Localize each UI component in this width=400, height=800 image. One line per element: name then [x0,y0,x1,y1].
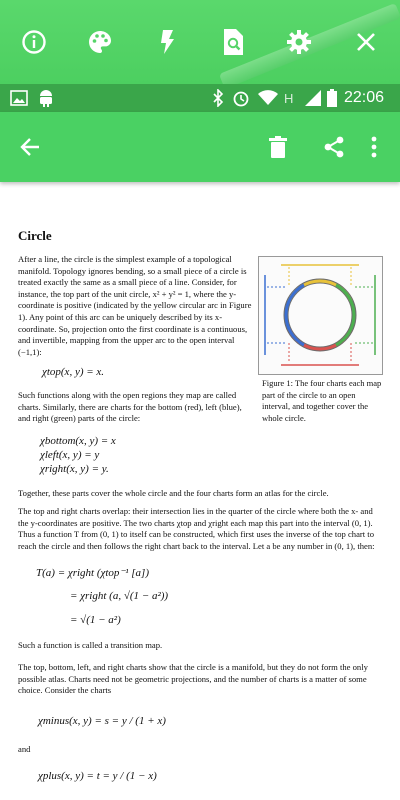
word-and: and [18,744,31,754]
battery-icon [327,88,337,108]
equation-transition-2: = χright (a, √(1 − a²)) [70,590,169,602]
overlay-toolbar [0,0,400,85]
delete-icon[interactable] [262,131,294,163]
equation-transition-1: T(a) = χright (χtop⁻¹ [a]) [36,567,149,579]
info-icon[interactable] [18,26,50,58]
more-vert-icon[interactable] [358,131,390,163]
app-bar [0,112,400,182]
bluetooth-icon [212,88,224,108]
android-notification-icon [38,88,54,108]
paragraph-overlap: The top and right charts overlap: their intersection lies in the quarter of the circle where both the x- and the y-coordinates are positive. The two charts χtop and χright each map this part into the interval (0, 1). Thus a function T from (0, 1) to itself can be constructed, which first uses the inverse of the top chart to reach the circle and then follows the right chart back to the interval. Let a be any number in (0, 1), then: [18,506,375,551]
equation-right-chart: χright(x, y) = y. [40,463,109,475]
share-icon[interactable] [318,131,350,163]
wifi-icon [258,88,278,108]
equation-bottom-chart: χbottom(x, y) = x [40,435,116,447]
paragraph-transition-map: Such a function is called a transition map. [18,640,163,650]
paragraph-atlas: Together, these parts cover the whole circle and the four charts form an atlas for the circle. [18,488,329,498]
page-title: Circle [18,228,52,243]
paragraph-intro: After a line, the circle is the simplest example of a topological manifold. Topology ignores bending, so a small piece of a circle is treated exactly the same as a small piece of a line. Consider, for instance, the top part of the unit circle, x² + y² = 1, where the y-coordinate is positive (indicated by the yellow circular arc in Figure 1). Any point of this arc can be uniquely described by its x-coordinate. So, projection onto the first coordinate is a continuous, and invertible, mapping from the upper arc to the open interval (−1,1): [18,254,252,357]
equation-left-chart: χleft(x, y) = y [40,449,100,461]
alarm-icon [232,88,250,108]
status-bar [0,84,400,112]
figure-circle-charts [258,256,383,375]
document-page[interactable] [0,188,400,800]
settings-icon[interactable] [283,26,315,58]
equation-minus-chart: χminus(x, y) = s = y / (1 + x) [38,715,166,727]
flash-icon[interactable] [151,26,183,58]
equation-transition-3: = √(1 − a²) [70,614,121,626]
search-doc-icon[interactable] [217,26,249,58]
equation-plus-chart: χplus(x, y) = t = y / (1 − x) [38,770,157,782]
network-h-icon: H [284,90,294,106]
paragraph-charts: Such functions along with the open regions they map are called charts. Similarly, there are charts for the bottom (red), left (blue), and right (green) parts of the circle: [18,390,242,424]
palette-icon[interactable] [84,26,116,58]
image-notification-icon [10,88,28,108]
back-arrow-icon[interactable] [14,131,46,163]
signal-icon [305,88,321,108]
close-icon[interactable] [350,26,382,58]
clock: 22:06 [344,89,385,106]
figure-caption: Figure 1: The four charts each map part of the circle to an open interval, and together cover the whole circle. [262,378,382,423]
equation-top-chart: χtop(x, y) = x. [42,366,105,378]
paragraph-other-atlas: The top, bottom, left, and right charts show that the circle is a manifold, but they do not form the only possible atlas. Charts need not be geometric projections, and the number of charts is a matter of some choice. Consider the charts [18,662,368,696]
